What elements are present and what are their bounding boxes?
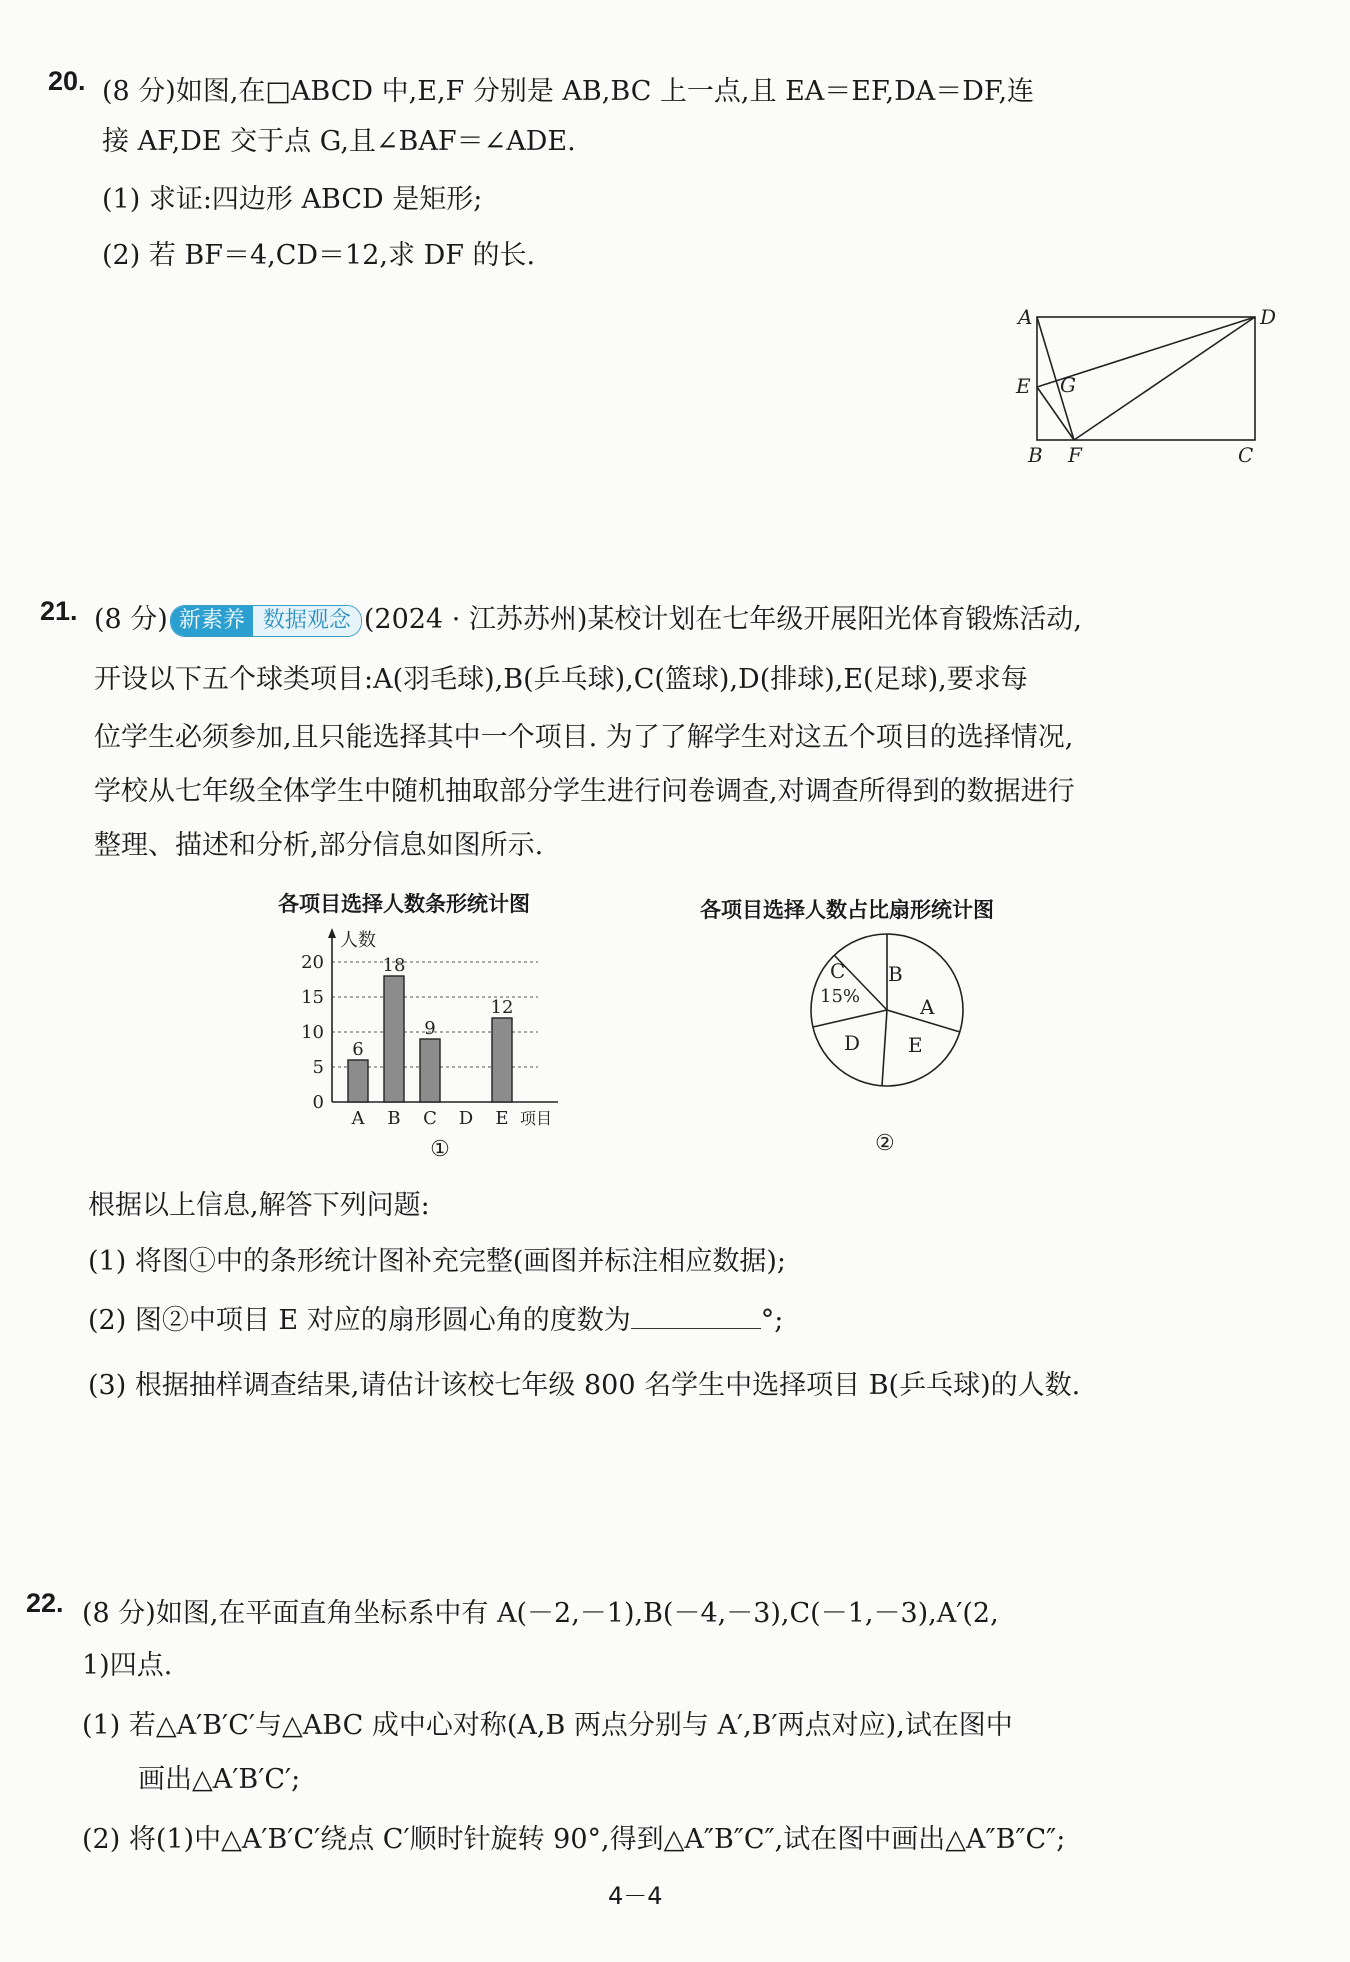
segment-df <box>1074 317 1255 440</box>
pie-annotation-c: 15% <box>820 986 861 1007</box>
q21-part2 <box>88 1298 783 1341</box>
y-tick-label: 0 <box>312 1092 324 1113</box>
q22-line2: 1)四点. <box>82 1650 173 1681</box>
label-g: G <box>1060 373 1076 397</box>
bar-B <box>384 976 404 1102</box>
q22-number: 22. <box>26 1588 64 1618</box>
x-tick-label-D: D <box>458 1108 474 1129</box>
y-tick-label: 5 <box>312 1057 324 1078</box>
bar-chart <box>290 920 590 1170</box>
label-a: A <box>1018 305 1033 329</box>
q22-part1-line1: (1) 若△A′B′C′与△ABC 成中心对称(A,B 两点分别与 A′,B′两点对应),试在图中 <box>82 1710 1013 1741</box>
bar-A <box>348 1060 368 1102</box>
pie-divider-ae <box>882 1010 887 1086</box>
pie-label-e: E <box>908 1033 923 1057</box>
q21-line3: 位学生必须参加,且只能选择其中一个项目. 为了了解学生对这五个项目的选择情况, <box>94 722 1074 753</box>
bar-C <box>420 1039 440 1102</box>
label-d: D <box>1260 305 1277 329</box>
bar-value-label-B: 18 <box>382 955 406 976</box>
badge-main: 新素养 <box>171 606 253 636</box>
q21-line5: 整理、描述和分析,部分信息如图所示. <box>94 830 544 861</box>
q20-line2: 接 AF,DE 交于点 G,且∠BAF＝∠ADE. <box>102 126 576 157</box>
label-b: B <box>1028 443 1043 467</box>
y-tick-label: 10 <box>301 1022 324 1043</box>
q21-part3: (3) 根据抽样调查结果,请估计该校七年级 800 名学生中选择项目 B(乒乓球)的人数. <box>88 1370 1081 1401</box>
q21-line2: 开设以下五个球类项目:A(羽毛球),B(乒乓球),C(篮球),D(排球),E(足球),要求每 <box>94 664 1028 695</box>
q21-line4: 学校从七年级全体学生中随机抽取部分学生进行问卷调查,对调查所得到的数据进行 <box>94 776 1075 807</box>
q22-part1-line2: 画出△A′B′C′; <box>138 1764 301 1795</box>
x-tick-label-E: E <box>495 1108 509 1129</box>
bar-chart-caption: ① <box>430 1137 450 1162</box>
x-tick-label-A: A <box>351 1108 365 1129</box>
label-c: C <box>1238 443 1254 467</box>
bar-value-label-E: 12 <box>490 997 514 1018</box>
x-tick-label-B: B <box>387 1108 401 1129</box>
bar-chart-title: 各项目选择人数条形统计图 <box>278 892 530 916</box>
pie-caption: ② <box>875 1131 895 1156</box>
q21-part2-unit: °; <box>760 1305 784 1336</box>
pie-chart-title: 各项目选择人数占比扇形统计图 <box>700 898 994 922</box>
bar-value-label-C: 9 <box>424 1018 436 1039</box>
x-tick-label-C: C <box>423 1108 437 1129</box>
answer-blank[interactable] <box>631 1298 761 1329</box>
q21-part2-text: (2) 图②中项目 E 对应的扇形圆心角的度数为 <box>88 1305 631 1336</box>
q22-part2: (2) 将(1)中△A′B′C′绕点 C′顺时针旋转 90°,得到△A″B″C″,试在图中画出△A″B″C″; <box>82 1824 1066 1855</box>
y-axis-arrow <box>328 928 336 938</box>
y-tick-label: 20 <box>301 952 324 973</box>
q20-part2: (2) 若 BF＝4,CD＝12,求 DF 的长. <box>102 240 536 271</box>
q20-number: 20. <box>48 66 86 96</box>
new-literacy-badge <box>170 605 362 637</box>
label-f: F <box>1068 443 1082 467</box>
q21-line1 <box>94 600 1082 640</box>
bar-value-label-A: 6 <box>352 1039 364 1060</box>
y-tick-label: 15 <box>301 987 324 1008</box>
label-e: E <box>1016 374 1031 398</box>
q21-part1: (1) 将图①中的条形统计图补充完整(画图并标注相应数据); <box>88 1246 786 1277</box>
x-axis-label: 项目 <box>520 1109 553 1128</box>
page-number: 4－4 <box>608 1882 663 1910</box>
q20-part1: (1) 求证:四边形 ABCD 是矩形; <box>102 184 483 215</box>
q20-geometry-figure <box>1010 300 1280 480</box>
y-axis-label: 人数 <box>340 930 376 951</box>
pie-label-b: B <box>888 962 903 986</box>
q21-number: 21. <box>40 596 78 626</box>
q21-line1-rest: (2024 · 江苏苏州)某校计划在七年级开展阳光体育锻炼活动, <box>363 604 1082 635</box>
pie-chart <box>796 928 982 1164</box>
bar-E <box>492 1018 512 1102</box>
pie-label-a: A <box>920 995 935 1019</box>
pie-label-d: D <box>844 1031 861 1055</box>
q20-line1: (8 分)如图,在□ABCD 中,E,F 分别是 AB,BC 上一点,且 EA＝EF,DA＝DF,连 <box>102 76 1035 107</box>
q21-intro: 根据以上信息,解答下列问题: <box>88 1190 430 1221</box>
pie-divider-ed <box>813 1010 887 1027</box>
q21-score: (8 分) <box>94 604 168 635</box>
pie-label-c: C <box>830 959 846 983</box>
badge-sub: 数据观念 <box>253 606 361 636</box>
q22-line1: (8 分)如图,在平面直角坐标系中有 A(－2,－1),B(－4,－3),C(－1,－3),A′(2, <box>82 1598 999 1629</box>
